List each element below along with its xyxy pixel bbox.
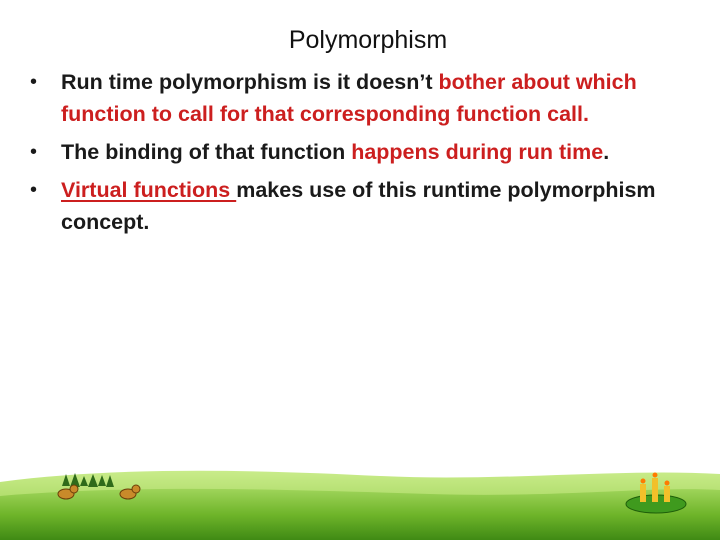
bullet-text: makes use of this runtime polymorphism concept. <box>61 178 656 234</box>
bullet-dot-icon: • <box>30 179 38 201</box>
bullet-item <box>28 66 698 130</box>
highlight-text: happens during run time <box>351 140 604 164</box>
bullet-text: . <box>603 140 610 164</box>
bullet-item <box>28 136 698 168</box>
bullet-list <box>28 66 698 244</box>
bullet-dot-icon: • <box>30 141 38 163</box>
slide-title: Polymorphism <box>288 26 448 54</box>
bullet-text: The binding of that function <box>61 140 352 164</box>
highlight-text: bother about which function to call for that corresponding function call. <box>61 70 637 126</box>
bullet-item <box>28 174 698 238</box>
bullet-text: Run time polymorphism is it doesn’t <box>61 70 439 94</box>
bullet-dot-icon: • <box>30 71 38 93</box>
meadow-background <box>0 460 720 540</box>
highlight-text: Virtual functions <box>61 178 237 202</box>
